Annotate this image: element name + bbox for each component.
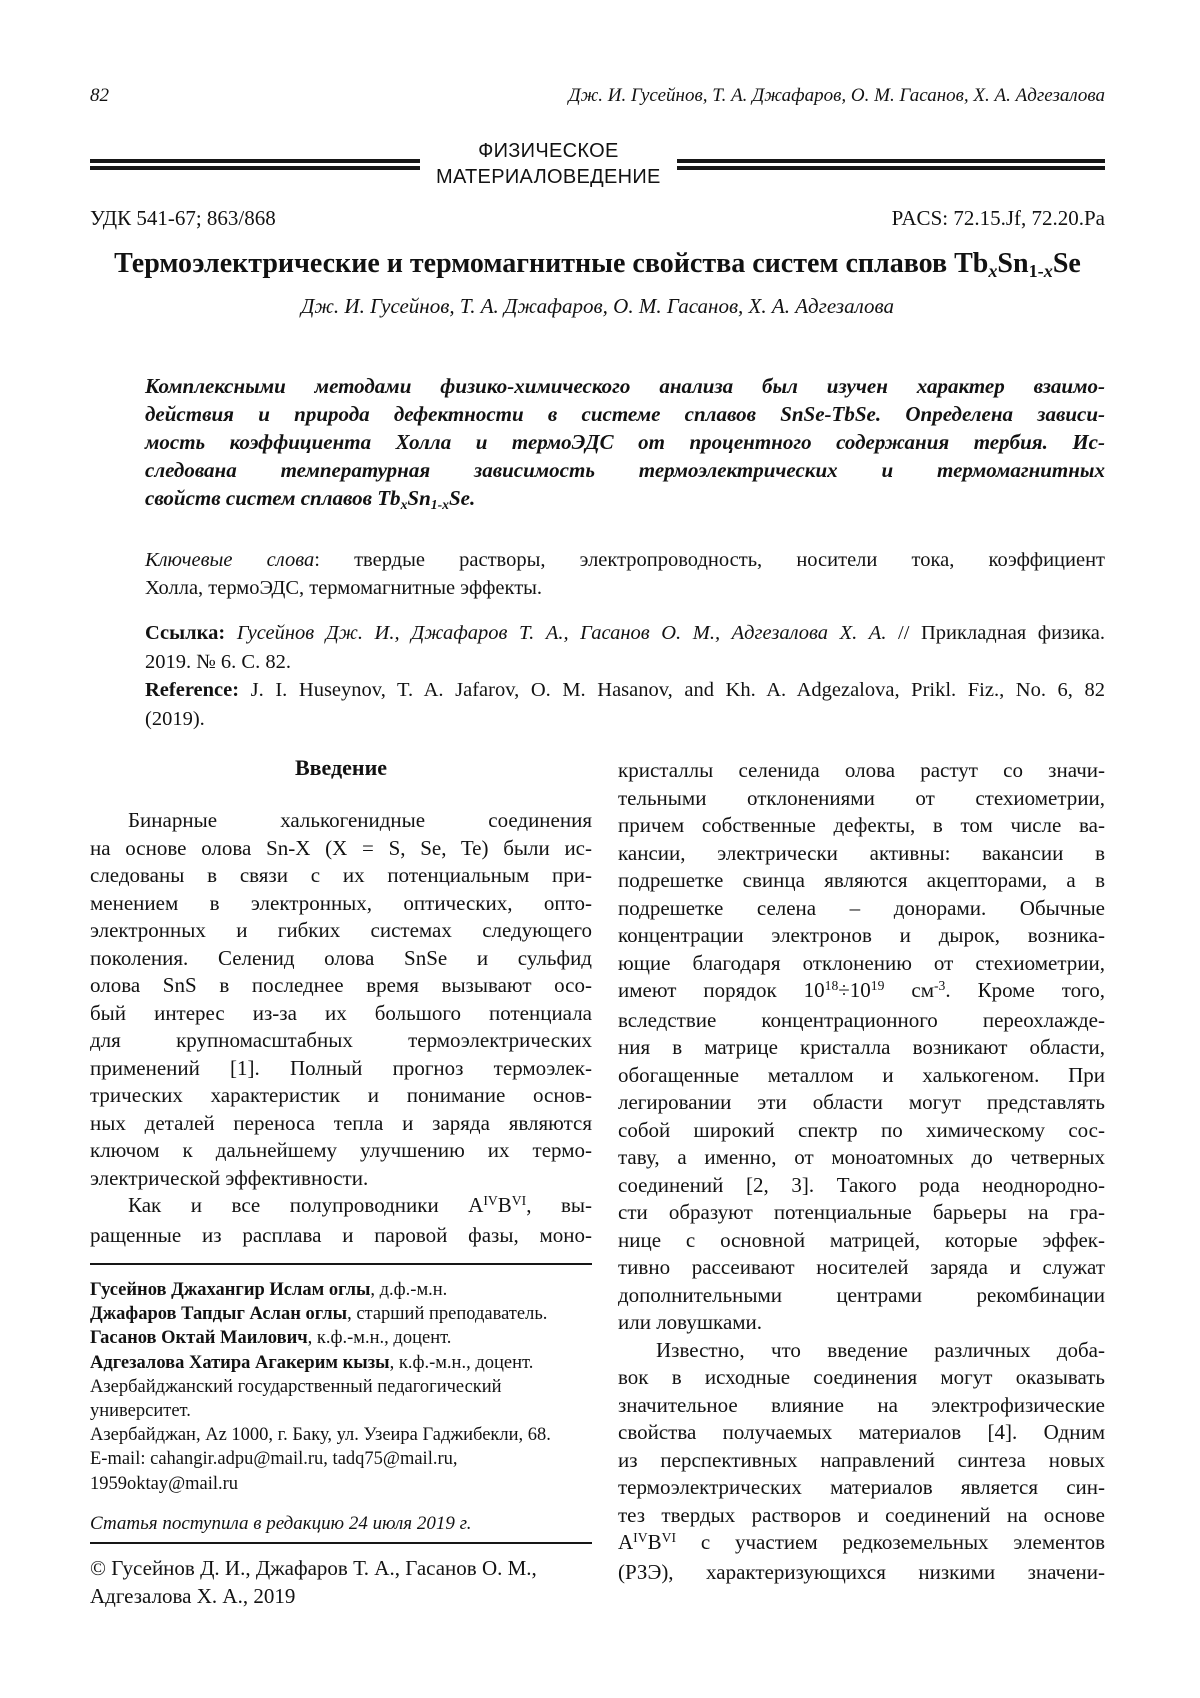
section-banner bbox=[90, 138, 1105, 190]
body-right-column bbox=[618, 754, 1105, 1610]
introduction-text-left: Бинарные халькогенидные соединения на основе олова Sn-X (X = S, Se, Te) были ис- следованы в связи с их потенциальным при- менением в электронных, оптических, опто- электронных и гибких системах следующего поколения. Селенид олова SnSe и сульфид олова SnS в последнее время вызывают осо- бый интерес из-за их большого потенциала для крупномасштабных термоэлектрических применений [1]. Полный прогноз термоэлек- трических характеристик и понимание основ- ных деталей переноса тепла и заряда являются ключом к дальнейшему улучшению их термо- электрической эффективности. Как и все полупроводники $A^{IV}B^{VI}$, вы- ращенные из расплава и паровой фазы, моно- bbox=[90, 808, 592, 1247]
received-note: Статья поступила в редакцию 24 июля 2019 г. bbox=[90, 1512, 472, 1534]
introduction-text-right: кристаллы селенида олова растут со значи- тельными отклонениями от стехиометрии, причем собственные дефекты, в том числе ва- кансии, электрически активны: вакансии в подрешетке свинца являются акцепторами, а в подрешетке селена – донорами. Обычные концентрации электронов и дырок, возника- ющие благодаря отклонению от стехиометрии, имеют порядок $10^{18}\div 10^{19}$ $см^{-3}$. Кроме того, вследствие концентрационного переохлажде- ния в матрице кристалла возникают области, обогащенные металлом и халькогеном. При легировании эти области могут представлять собой широкий спектр по химическому сос- таву, а именно, от моноатомных до четверных соединений [2, 3]. Такого рода неоднородно- сти образуют потенциальные барьеры на гра- нице с основной матрицей, которые эффек- тивно рассеивают носителей заряда и служат дополнительными центрами рекомбинации или ловушками. Известно, что введение различных доба- вок в исходные соединения могут оказывать значительное влияние на электрофизические свойства получаемых материалов [4]. Одним из перспективных направлений синтеза новых термоэлектрических материалов является син- тез твердых растворов и соединений на основе $A^{IV}B^{VI}$ с участием редкоземельных элементов (РЗЭ), характеризующихся низкими значени- bbox=[618, 758, 1105, 1584]
banner-title-line1: ФИЗИЧЕСКОЕ bbox=[478, 140, 619, 162]
citation-block: Ссылка: Гусейнов Дж. И., Джафаров Т. А., Гасанов О. М., Адгезалова Х. А. // Прикладная физика. 2019. № 6. С. 82. Reference: J. I. Huseynov, T. A. Jafarov, O. M. Hasanov, and Kh. A. Adgezalova, Prikl. Fiz., No. 6, 82 (2019). bbox=[145, 622, 1105, 730]
running-header bbox=[90, 84, 1105, 108]
article-authors: Дж. И. Гусейнов, Т. А. Джафаров, О. М. Гасанов, Х. А. Адгезалова bbox=[301, 294, 894, 318]
pacs-code: PACS: 72.15.Jf, 72.20.Pa bbox=[891, 206, 1105, 230]
introduction-heading: Введение bbox=[294, 755, 388, 780]
banner-title bbox=[420, 138, 677, 190]
author-footnotes: Гусейнов Джахангир Ислам оглы, д.ф.-м.н. Джафаров Тапдыг Аслан оглы, старший преподаватель. Гасанов Октай Маилович, к.ф.-м.н., доцент. Адгезалова Хатира Агакерим кызы, к.ф.-м.н., доцент. Азербайджанский государственный педагогический университет. Азербайджан, Az 1000, г. Баку, ул. Узеира Гаджибекли, 68. E-mail: cahangir.adpu@mail.ru, tadq75@mail.ru, 1959oktay@mail.ru bbox=[90, 1280, 551, 1494]
copyright-note: © Гусейнов Д. И., Джафаров Т. А., Гасанов О. М., Адгезалова Х. А., 2019 bbox=[90, 1555, 537, 1608]
body-left-column bbox=[90, 754, 592, 1610]
footnote-divider bbox=[90, 1263, 592, 1265]
udk-code: УДК 541-67; 863/868 bbox=[90, 206, 276, 230]
keywords: Ключевые слова: твердые растворы, электропроводность, носители тока, коэффициент Холла, термоЭДС, термомагнитные эффекты. bbox=[145, 549, 1106, 599]
copyright-divider bbox=[90, 1542, 592, 1544]
body-columns bbox=[90, 754, 1105, 1610]
article-title: Термоэлектрические и термомагнитные свойства систем сплавов TbxSn1-xSe bbox=[114, 248, 1081, 282]
page-number: 82 bbox=[90, 85, 109, 106]
banner-title-line2: МАТЕРИАЛОВЕДЕНИЕ bbox=[436, 166, 661, 188]
banner-double-rule-left bbox=[90, 159, 420, 170]
banner-double-rule-right bbox=[677, 159, 1105, 170]
abstract: Комплексными методами физико-химического анализа был изучен характер взаимо- действия и природа дефектности в системе сплавов SnSe-TbSe. Определена зависи- мость коэффициента Холла и термоЭДС от процентного содержания тербия. Ис- следована температурная зависимость термоэлектрических и термомагнитных свойств систем сплавов TbxSn1-xSe. bbox=[145, 374, 1105, 512]
running-authors: Дж. И. Гусейнов, Т. А. Джафаров, О. М. Гасанов, Х. А. Адгезалова bbox=[568, 85, 1105, 106]
codes-row bbox=[90, 205, 1105, 231]
